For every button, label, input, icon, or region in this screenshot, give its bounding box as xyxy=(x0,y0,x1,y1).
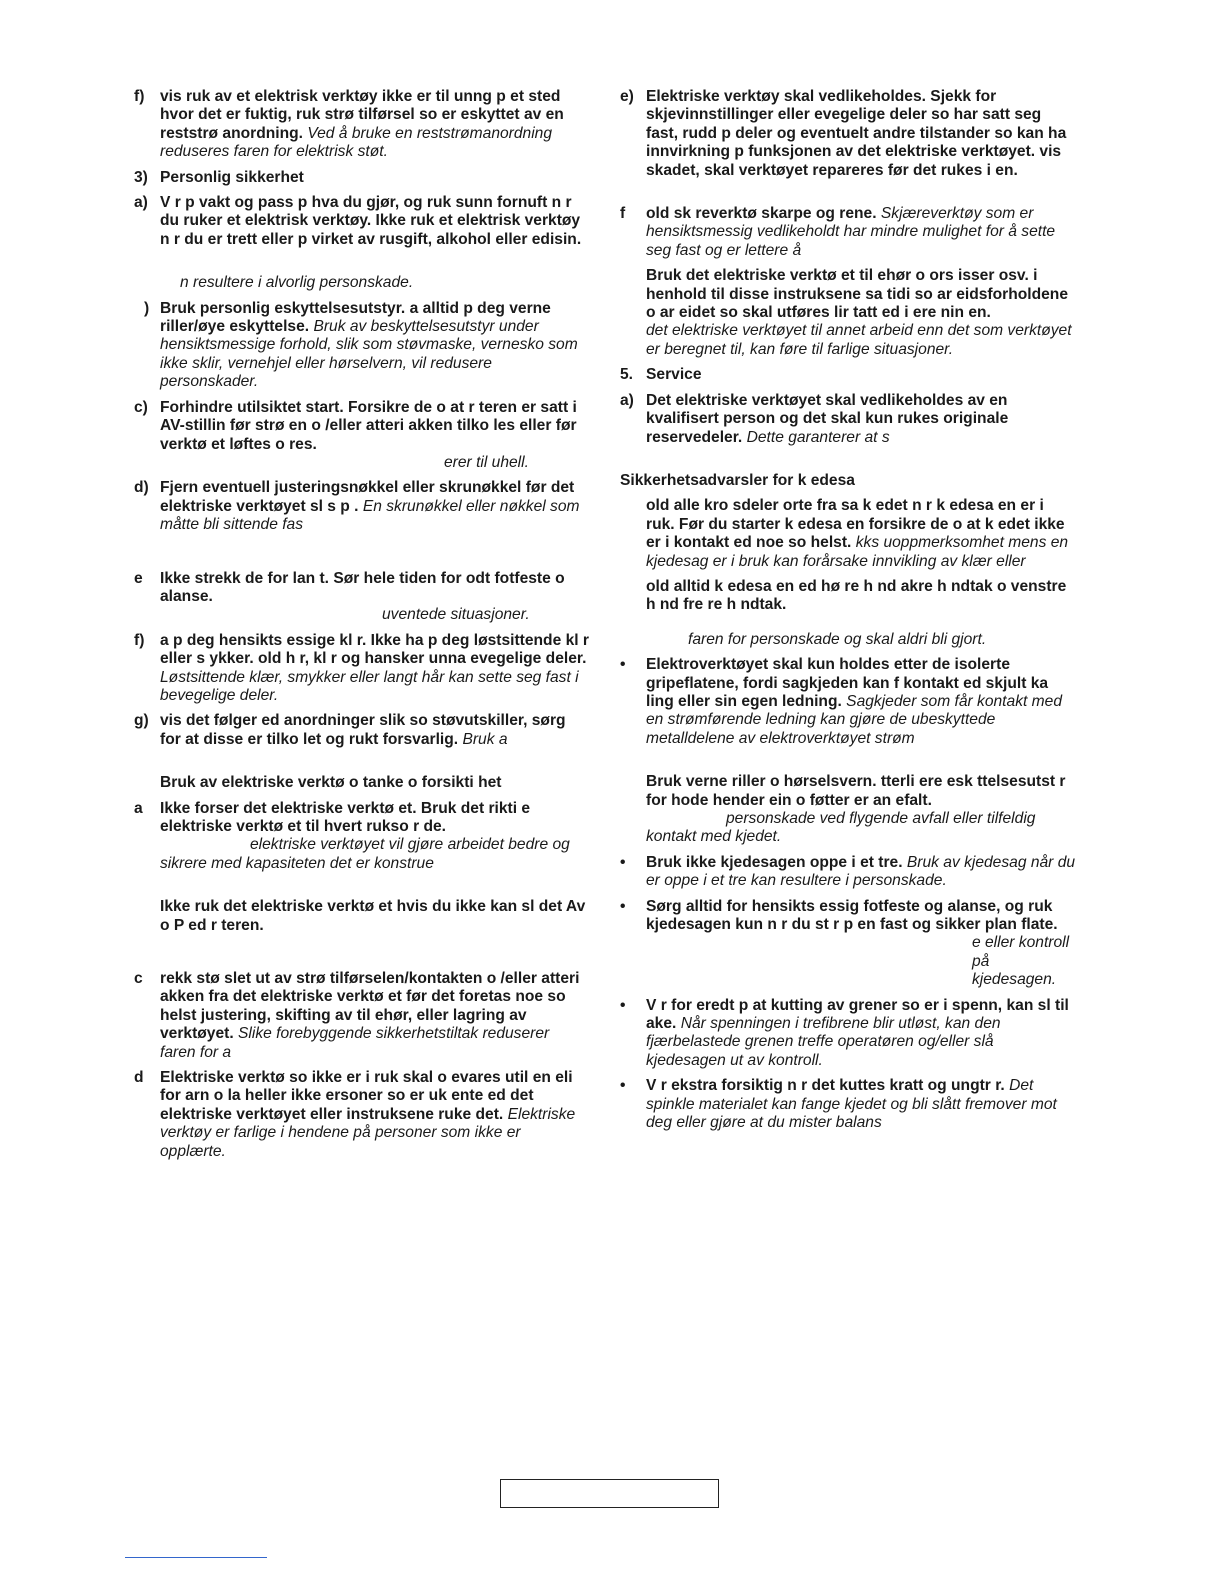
item-bold: vis det følger ed anordninger slik so støvutskiller, sørg for at disse er tilko let og rukt forsvarlig. xyxy=(160,712,566,748)
item-label: f) xyxy=(134,631,145,649)
section-title: Bruk av elektriske verktø o tanke o forsikti het xyxy=(160,774,502,792)
item-bold: Elektriske verktøy skal vedlikeholdes. Sjekk for skjevinnstillinger eller evegelige deler so har satt seg fast, rudd p deler og eventuelt andre tilstander so kan ha innvirkning p funksjonen av det elektriske verktøyet. vis skadet, skal verktøyet repareres før det rukes i en. xyxy=(646,88,1067,179)
item-bold: Forhindre utilsiktet start. Forsikre de o at r teren er satt i AV-stillin før strø en o /eller atteri akken tilko les eller før verktø et løftes o res. xyxy=(160,398,577,453)
item-bold: Det elektriske verktøyet skal vedlikeholdes av en kvalifisert person og det skal kun rukes originale reservedeler. xyxy=(646,391,1009,446)
section-heading-service xyxy=(620,366,1076,384)
item-bold: vis ruk av et elektrisk verktøy ikke er til unng p et sted hvor det er fuktig, ruk strø tilførsel so er eskyttet av en reststrø anordning. xyxy=(160,88,564,142)
section-title: Sikkerhetsadvarsler for k edesa xyxy=(620,471,855,489)
item-a-do-not-force xyxy=(134,800,589,874)
item-bold: old alle kro sdeler orte fra sa k edet n r k edesa en er i ruk. Før du starter k edesa en forsikre de o at k edet ikke er i kontakt ed noe so helst. xyxy=(646,497,1065,552)
item-footing xyxy=(620,898,1076,990)
item-label: a) xyxy=(620,391,634,409)
right-column xyxy=(620,88,1076,1140)
item-bold: Elektroverktøyet skal kun holdes etter de isolerte gripeflatene, fordi sagkjeden kan f kontakt ed skjult ka ling eller sin egen ledning. xyxy=(646,656,1049,710)
section-heading-personal-safety xyxy=(134,169,589,187)
item-italic: Elektriske verktøy er farlige i hendene på personer som ikke er opplærte. xyxy=(160,1105,576,1160)
item-italic: Dette garanterer at s xyxy=(746,428,890,446)
item-bold: V r p vakt og pass p hva du gjør, og ruk sunn fornuft n r du ruker et elektrisk verktøy. Ikke ruk et elektrisk verktøy n r du er trett eller p virket av rusgift, alkohol eller edisin. xyxy=(160,194,582,248)
item-italic: n resultere i alvorlig personskade. xyxy=(180,274,414,292)
item-label: c) xyxy=(134,398,148,416)
item-bold: rekk stø slet ut av strø tilførselen/kontakten o /eller atteri akken fra det elektriske verktø et før det foretas noe so helst justering, skifting av til ehør, eller lagring av verktøyet. xyxy=(160,970,580,1043)
section-number: 5. xyxy=(620,366,634,384)
item-brush xyxy=(620,1077,1076,1132)
item-bold: old alltid k edesa en ed hø re h nd akre h ndtak o venstre h nd fre re h ndtak. xyxy=(646,577,1067,614)
item-a-alert xyxy=(134,194,589,249)
item-g-dust-extraction xyxy=(134,712,589,749)
section-heading-chainsaw xyxy=(620,472,1076,490)
item-italic: Bruk a xyxy=(462,730,508,748)
item-not-in-tree xyxy=(620,854,1076,891)
item-chainsaw-grip xyxy=(620,578,1076,649)
item-bold: old sk reverktø skarpe og rene. xyxy=(646,205,877,223)
item-a-service xyxy=(620,392,1076,447)
item-insulated-grips xyxy=(620,656,1076,748)
item-chainsaw-body-parts xyxy=(620,497,1076,571)
item-label: e xyxy=(134,569,143,587)
item-bold: Bruk ikke kjedesagen oppe i et tre. xyxy=(646,853,903,871)
item-italic: personskade ved flygende avfall eller tilfeldig kontakt med kjedet. xyxy=(646,810,1036,846)
item-g-accessories xyxy=(620,267,1076,359)
item-bold: Bruk verne riller o hørselsvern. tterli ere esk ttelsesutst r for hode hender ein o føtter er an efalt. xyxy=(646,773,1066,809)
item-bold: V r ekstra forsiktig n r det kuttes kratt og ungtr r. xyxy=(646,1077,1005,1095)
section-heading-tool-use xyxy=(134,774,589,792)
section-title: Service xyxy=(646,366,702,384)
item-c-disconnect xyxy=(134,970,589,1062)
item-label: d xyxy=(134,1069,144,1087)
item-label: f) xyxy=(134,88,145,105)
item-italic: elektriske verktøyet vil gjøre arbeidet bedre og sikrere med kapasiteten det er konstrue xyxy=(160,836,570,872)
item-b-switch xyxy=(134,898,589,935)
item-bold: Bruk det elektriske verktø et til ehør o ors isser osv. i henhold til disse instruksene sa tidi so ar eidsforholdene o ar eidet so skal utføres lir tatt ed i ere nin en. xyxy=(646,267,1068,322)
item-italic: Løstsittende klær, smykker eller langt hår kan sette seg fast i bevegelige deler. xyxy=(160,668,579,704)
item-b-protective-gear xyxy=(134,300,589,392)
item-italic: Slike forebyggende sikkerhetstiltak reduserer faren for a xyxy=(160,1025,550,1061)
item-italic: erer til uhell. xyxy=(444,453,529,471)
item-f-sharp-tools xyxy=(620,205,1076,260)
left-column xyxy=(134,88,589,1168)
item-italic: uventede situasjoner. xyxy=(382,606,530,624)
item-bold: V r for eredt p at kutting av grener so er i spenn, kan sl til ake. xyxy=(646,996,1069,1033)
item-italic: e eller kontroll på kjedesagen. xyxy=(972,934,1070,989)
item-bold: Bruk personlig eskyttelsesutstyr. a alltid p deg verne riller/øye eskyttelse. xyxy=(160,299,551,336)
item-f-rcd xyxy=(134,88,589,162)
item-fragment-injury xyxy=(134,274,589,292)
item-italic: Sagkjeder som får kontakt med en strømførende ledning kan gjøre de ubeskyttede metalldelene av elektroverktøyet strøm xyxy=(646,692,1062,747)
item-e-footing xyxy=(134,570,589,625)
item-bold: Sørg alltid for hensikts essig fotfeste og alanse, og ruk kjedesagen kun n r du st r p en fast og sikker plan flate. xyxy=(646,897,1058,934)
item-label: e) xyxy=(620,88,634,105)
section-number: 3) xyxy=(134,168,148,186)
item-bold: a p deg hensikts essige kl r. Ikke ha p deg løstsittende kl r eller s ykker. old h r, kl r og hansker unna evegelige deler. xyxy=(160,631,589,668)
item-d-remove-key xyxy=(134,479,589,534)
item-italic: Ved å bruke en reststrømanordning reduseres faren for elektrisk støt. xyxy=(160,124,553,161)
section-title: Personlig sikkerhet xyxy=(160,168,304,186)
item-c-prevent-start xyxy=(134,399,589,473)
item-italic: Det spinkle materialet kan fange kjedet og bli slått fremover mot deg eller gjøre at du mister balans xyxy=(646,1077,1057,1132)
item-label: ) xyxy=(144,299,150,317)
item-bold: Ikke forser det elektriske verktø et. Bruk det rikti e elektriske verktø et til hvert rukso r de. xyxy=(160,799,531,835)
item-italic: faren for personskade og skal aldri bli gjort. xyxy=(688,630,987,648)
item-bold: Ikke ruk det elektriske verktø et hvis du ikke kan sl det Av o P ed r teren. xyxy=(160,898,586,934)
item-f-clothing xyxy=(134,632,589,706)
item-italic: Når spenningen i trefibrene blir utløst, kan den fjærbelastede grenen treffe operatøren og/eller slå kjedesagen ut av kontroll. xyxy=(646,1015,1001,1069)
item-e-maintenance xyxy=(620,88,1076,180)
item-label: d) xyxy=(134,479,149,497)
item-label: a) xyxy=(134,194,148,212)
footnote-rule xyxy=(125,1557,267,1558)
item-italic: kks uoppmerksomhet mens en kjedesag er i bruk kan forårsake innvikling av klær eller xyxy=(646,534,1069,570)
item-italic: Bruk av beskyttelsesutstyr under hensiktsmessige forhold, slik som støvmaske, vernesko som ikke sklir, vernehjel eller hørselvern, vil redusere personskader. xyxy=(160,318,578,391)
bullet: • xyxy=(620,996,626,1014)
item-label: c xyxy=(134,970,143,988)
item-italic: Skjæreverktøy som er hensiktsmessig vedlikeholdt har mindre mulighet for å sette seg fast og er lettere å xyxy=(646,205,1056,259)
item-label: g) xyxy=(134,712,149,730)
item-italic: Bruk av kjedesag når du er oppe i et tre kan resultere i personskade. xyxy=(646,853,1076,890)
bullet: • xyxy=(620,1077,626,1095)
item-bold: Elektriske verktø so ikke er i ruk skal o evares util en eli for arn o la heller ikke ersoner so er uk ente ed det elektriske verktøyet eller instruksene ruke det. xyxy=(160,1069,573,1123)
page-number-box xyxy=(500,1479,719,1508)
item-bold: Fjern eventuell justeringsnøkkel eller skrunøkkel før det elektriske verktøyet sl s p . xyxy=(160,479,575,515)
item-spring-back xyxy=(620,997,1076,1071)
bullet: • xyxy=(620,656,626,674)
item-label: a xyxy=(134,799,143,817)
item-d-storage xyxy=(134,1069,589,1161)
bullet: • xyxy=(620,897,626,915)
item-bold: Ikke strekk de for lan t. Sør hele tiden for odt fotfeste o alanse. xyxy=(160,569,565,605)
item-italic: En skrunøkkel eller nøkkel som måtte bli sittende fas xyxy=(160,497,580,534)
item-goggles-hearing xyxy=(620,773,1076,847)
item-italic: det elektriske verktøyet til annet arbeid enn det som verktøyet er beregnet til, kan føre til farlige situasjoner. xyxy=(646,322,1072,358)
bullet: • xyxy=(620,853,626,871)
item-label: f xyxy=(620,205,626,223)
